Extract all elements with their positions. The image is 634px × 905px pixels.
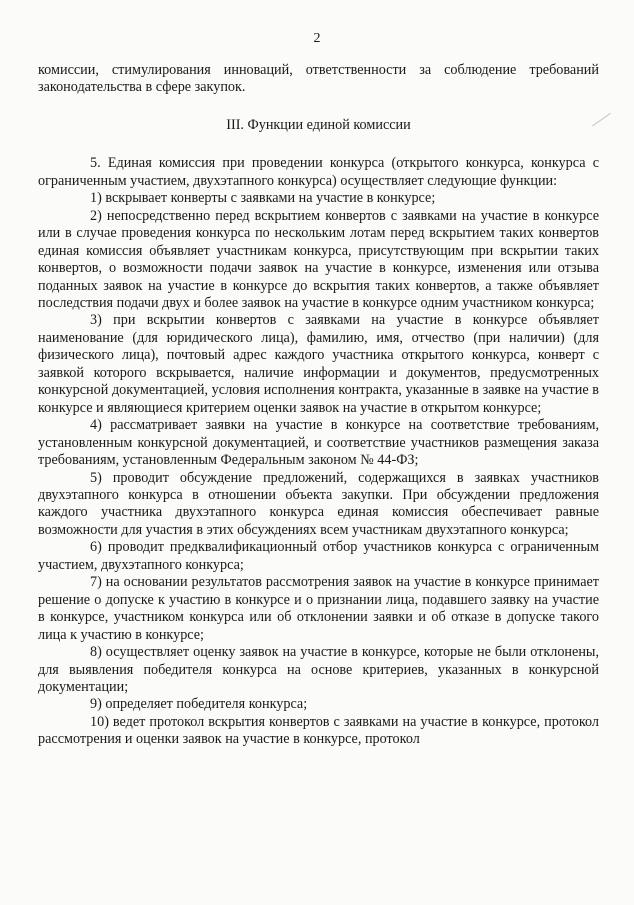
page-number: 2 <box>313 31 321 46</box>
item-1: 1) вскрывает конверты с заявками на участие в конкурсе; <box>90 190 436 207</box>
item-4: 4) рассматривает заявки на участие в конкурсе на соответствие требованиям, установленным конкурсной документацией, и соответствие участников размещения заказа требованиям, установленным Федеральным законом № 44-ФЗ; <box>38 417 599 469</box>
item-3: 3) при вскрытии конвертов с заявками на участие в конкурсе объявляет наименование (для юридического лица), фамилию, имя, отчество (при наличии) (для физического лица), почтовый адрес каждого участника открытого конкурса, конверт с заявкой которого вскрывается, наличие информации и документов, предусмотренных конкурсной документацией, условия исполнения контракта, указанные в заявке на участие в конкурсе и являющиеся критерием оценки заявок на участие в открытом конкурсе; <box>38 312 599 416</box>
section-title: III. Функции единой комиссии <box>226 116 411 133</box>
item-7: 7) на основании результатов рассмотрения заявок на участие в конкурсе принимает решение о допуске к участию в конкурсе и о признании лица, подавшего заявку на участие в конкурсе, участником конкурса или об отклонении заявки и об отказе в допуске такого лица к участию в конкурсе; <box>38 574 599 643</box>
paragraph-5: 5. Единая комиссия при проведении конкурса (открытого конкурса, конкурса с ограниченным участием, двухэтапного конкурса) осуществляет следующие функции: <box>38 155 599 189</box>
document-body <box>38 62 599 749</box>
item-8: 8) осуществляет оценку заявок на участие в конкурсе, которые не были отклонены, для выявления победителя конкурса на основе критериев, указанных в конкурсной документации; <box>38 644 599 695</box>
item-5: 5) проводит обсуждение предложений, содержащихся в заявках участников двухэтапного конкурса в отношении объекта закупки. При обсуждении предложения каждого участника двухэтапного конкурса единая комиссия обеспечивает равные возможности для участия в этих обсуждениях всем участникам двухэтапного конкурса; <box>38 469 599 538</box>
item-6: 6) проводит предквалификационный отбор участников конкурса с ограниченным участием, двухэтапного конкурса; <box>38 539 599 573</box>
item-10: 10) ведет протокол вскрытия конвертов с заявками на участие в конкурсе, протокол рассмотрения и оценки заявок на участие в конкурсе, протокол <box>38 713 599 748</box>
item-9: 9) определяет победителя конкурса; <box>90 696 308 713</box>
intro-paragraph: комиссии, стимулирования инноваций, ответственности за соблюдение требований законодательства в сфере закупок. <box>38 62 599 96</box>
item-2: 2) непосредственно перед вскрытием конвертов с заявками на участие в конкурсе или в случае проведения конкурса по нескольким лотам перед вскрытием таких конвертов единая комиссия объявляет участникам конкурса, присутствующим при вскрытии таких конвертов, о возможности подачи заявок на участие в конкурсе, изменения или отзыва поданных заявок на участие в конкурсе до вскрытия таких конвертов, а также объявляет последствия подачи двух и более заявок на участие в конкурсе одним участником конкурса; <box>38 207 599 311</box>
